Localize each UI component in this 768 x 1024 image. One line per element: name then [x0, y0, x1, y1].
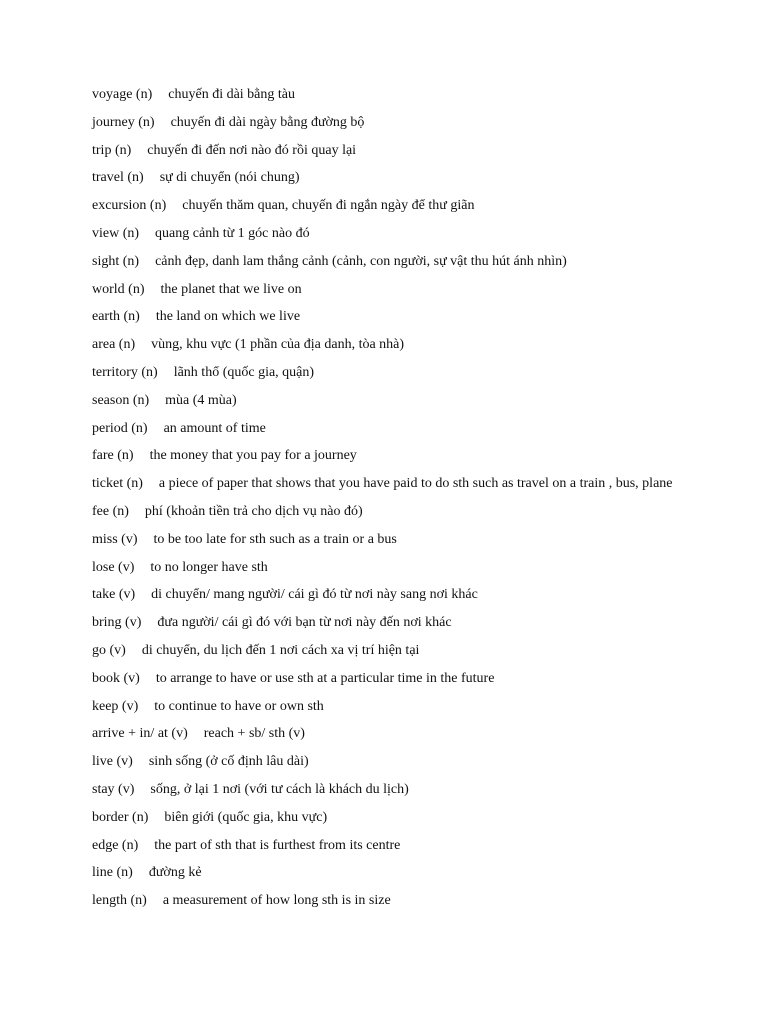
entry-definition: a piece of paper that shows that you have paid to do sth such as travel on a train , bus, plane	[158, 476, 673, 492]
entry-term: excursion (n)	[92, 198, 167, 214]
vocabulary-entry	[92, 642, 692, 659]
vocabulary-entry	[92, 698, 692, 715]
entry-definition: chuyến đi dài bằng tàu	[168, 87, 296, 102]
entry-term: journey (n)	[92, 114, 155, 130]
entry-term: edge (n)	[92, 837, 139, 853]
entry-definition: quang cảnh từ 1 góc nào đó	[155, 225, 310, 241]
entry-definition: chuyến đi dài ngày bằng đường bộ	[170, 114, 365, 130]
vocabulary-entry	[92, 892, 692, 909]
entry-definition: the planet that we live on	[160, 281, 302, 297]
entry-term: travel (n)	[92, 170, 144, 186]
entry-definition: di chuyển, du lịch đến 1 nơi cách xa vị trí hiện tại	[141, 642, 420, 658]
entry-term: live (v)	[92, 754, 133, 770]
vocabulary-entry	[92, 809, 692, 826]
entry-definition: sống, ở lại 1 nơi (với tư cách là khách du lịch)	[150, 781, 409, 797]
entry-definition: the part of sth that is furthest from its centre	[154, 837, 401, 853]
entry-definition: chuyến thăm quan, chuyến đi ngắn ngày để thư giãn	[182, 198, 475, 214]
vocabulary-entry	[92, 670, 692, 687]
vocabulary-entry	[92, 281, 692, 298]
entry-definition: vùng, khu vực (1 phần của địa danh, tòa nhà)	[151, 337, 405, 353]
entry-term: take (v)	[92, 587, 136, 603]
entry-term: bring (v)	[92, 615, 142, 631]
vocabulary-entry	[92, 475, 692, 492]
entry-term: ticket (n)	[92, 476, 143, 492]
entry-term: sight (n)	[92, 253, 140, 269]
entry-definition: đưa người/ cái gì đó với bạn từ nơi này đến nơi khác	[157, 615, 452, 631]
entry-term: line (n)	[92, 865, 133, 881]
entry-term: border (n)	[92, 809, 149, 825]
entry-definition: reach + sb/ sth (v)	[203, 726, 305, 742]
entry-definition: chuyến đi đến nơi nào đó rồi quay lại	[147, 142, 357, 158]
entry-definition: sinh sống (ở cố định lâu dài)	[148, 754, 309, 770]
vocabulary-entry	[92, 837, 692, 854]
entry-definition: phí (khoản tiền trả cho dịch vụ nào đó)	[144, 503, 363, 519]
entry-term: world (n)	[92, 281, 145, 297]
vocabulary-entry	[92, 114, 692, 131]
vocabulary-entry	[92, 614, 692, 631]
entry-term: territory (n)	[92, 364, 158, 380]
entry-definition: đường kẻ	[148, 865, 202, 881]
entry-term: lose (v)	[92, 559, 135, 575]
vocabulary-entry	[92, 142, 692, 159]
entry-definition: the money that you pay for a journey	[149, 448, 357, 464]
entry-definition: a measurement of how long sth is in size	[162, 893, 391, 909]
entry-definition: cảnh đẹp, danh lam thắng cảnh (cảnh, con người, sự vật thu hút ánh nhìn)	[155, 253, 567, 269]
entry-term: miss (v)	[92, 531, 138, 547]
entry-term: book (v)	[92, 670, 140, 686]
vocabulary-entry	[92, 753, 692, 770]
entry-definition: the land on which we live	[155, 309, 301, 325]
vocabulary-entry	[92, 86, 692, 103]
vocabulary-entry	[92, 725, 692, 742]
vocabulary-entry	[92, 447, 692, 464]
vocabulary-entry	[92, 364, 692, 381]
vocabulary-entry	[92, 531, 692, 548]
entry-term: trip (n)	[92, 142, 132, 158]
entry-definition: an amount of time	[163, 420, 266, 436]
vocabulary-entry	[92, 392, 692, 409]
entry-definition: to no longer have sth	[150, 559, 268, 575]
entry-term: fee (n)	[92, 503, 129, 519]
vocabulary-entry	[92, 503, 692, 520]
entry-term: period (n)	[92, 420, 148, 436]
vocabulary-entry	[92, 225, 692, 242]
vocabulary-entry	[92, 253, 692, 270]
vocabulary-entry	[92, 420, 692, 437]
entry-definition: mùa (4 mùa)	[165, 392, 237, 408]
vocabulary-entry	[92, 169, 692, 186]
vocabulary-entry	[92, 586, 692, 603]
entry-definition: sự di chuyển (nói chung)	[159, 170, 300, 186]
entry-term: earth (n)	[92, 309, 140, 325]
vocabulary-entry	[92, 781, 692, 798]
entry-term: stay (v)	[92, 781, 135, 797]
entry-term: length (n)	[92, 893, 147, 909]
entry-definition: di chuyển/ mang người/ cái gì đó từ nơi này sang nơi khác	[151, 587, 478, 603]
vocabulary-entry	[92, 559, 692, 576]
entry-term: arrive + in/ at (v)	[92, 726, 188, 742]
entry-definition: to continue to have or own sth	[154, 698, 324, 714]
entry-definition: to arrange to have or use sth at a particular time in the future	[155, 670, 495, 686]
vocabulary-list	[92, 86, 692, 920]
vocabulary-entry	[92, 864, 692, 881]
vocabulary-entry	[92, 336, 692, 353]
entry-term: go (v)	[92, 642, 126, 658]
entry-definition: lãnh thổ (quốc gia, quận)	[173, 364, 315, 380]
entry-definition: biên giới (quốc gia, khu vực)	[164, 809, 328, 825]
entry-definition: to be too late for sth such as a train or a bus	[153, 531, 397, 547]
vocabulary-entry	[92, 308, 692, 325]
entry-term: keep (v)	[92, 698, 139, 714]
entry-term: season (n)	[92, 392, 150, 408]
entry-term: area (n)	[92, 337, 136, 353]
vocabulary-entry	[92, 197, 692, 214]
entry-term: fare (n)	[92, 448, 134, 464]
entry-term: voyage (n)	[92, 87, 153, 102]
entry-term: view (n)	[92, 225, 140, 241]
